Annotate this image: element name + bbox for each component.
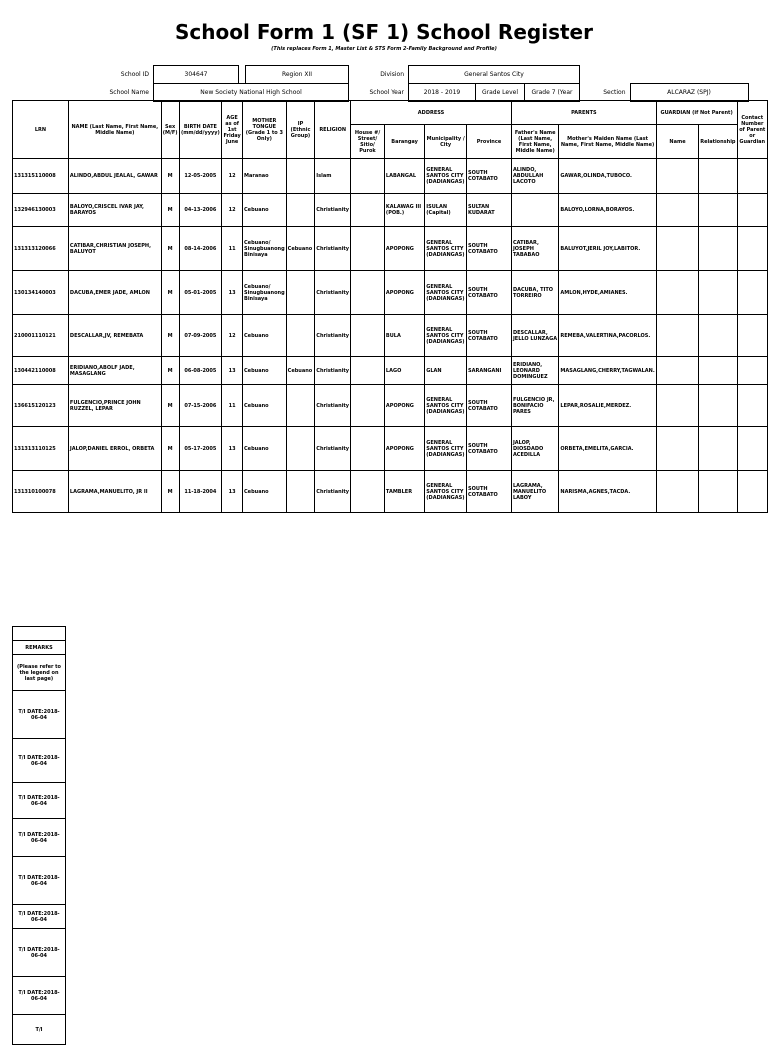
barangay-cell: LABANGAL (384, 159, 424, 194)
col-sex: Sex (M/F) (161, 101, 179, 159)
form-subtitle: (This replaces Form 1, Master List & STS Form 2-Family Background and Profile) (271, 46, 497, 52)
municipality-cell: GENERAL SANTOS CITY (DADIANGAS) (425, 385, 467, 427)
mother-cell: MASAGLANG,CHERRY,TAGWALAN. (559, 357, 656, 385)
religion-cell: Christianity (315, 271, 351, 315)
barangay-cell: KALAWAG III (POB.) (384, 194, 424, 227)
table-row (13, 194, 768, 227)
name-cell: DESCALLAR,JV, REMEBATA (68, 315, 161, 357)
barangay-cell: APOPONG (384, 227, 424, 271)
name-cell: ERIDIANO,ABOLF JADE, MASAGLANG (68, 357, 161, 385)
lrn-cell: 132946130003 (13, 194, 69, 227)
col-mother-tongue: MOTHER TONGUE (Grade 1 to 3 Only) (243, 101, 287, 159)
remarks-item: T/I DATE:2018-06-04 (13, 929, 66, 977)
religion-cell: Christianity (315, 385, 351, 427)
house-cell (351, 385, 385, 427)
age-cell: 12 (222, 159, 243, 194)
age-cell: 11 (222, 227, 243, 271)
contact-cell (737, 385, 767, 427)
municipality-cell: GENERAL SANTOS CITY (DADIANGAS) (425, 471, 467, 513)
name-cell: LAGRAMA,MANUELITO, JR II (68, 471, 161, 513)
spacer (580, 66, 631, 84)
father-cell: ERIDIANO, LEONARD DOMINGUEZ (511, 357, 558, 385)
mother-tongue-cell: Cebuano (243, 315, 287, 357)
father-cell: CATIBAR, JOSEPH TABABAO (511, 227, 558, 271)
remarks-item: T/I DATE:2018-06-04 (13, 977, 66, 1015)
grade-level-value: Grade 7 (Year (525, 84, 580, 102)
col-municipality: Municipality / City (425, 125, 467, 159)
guardian-relationship-cell (699, 385, 737, 427)
ip-cell: Cebuano (286, 357, 315, 385)
municipality-cell: GENERAL SANTOS CITY (DADIANGAS) (425, 227, 467, 271)
contact-cell (737, 271, 767, 315)
table-row (13, 315, 768, 357)
lrn-cell: 131313110125 (13, 427, 69, 471)
province-cell: SULTAN KUDARAT (467, 194, 512, 227)
guardian-relationship-cell (699, 227, 737, 271)
father-cell: ALINDO, ABDULLAH LACOTO (511, 159, 558, 194)
sex-cell: M (161, 271, 179, 315)
barangay-cell: APOPONG (384, 385, 424, 427)
municipality-cell: GENERAL SANTOS CITY (DADIANGAS) (425, 271, 467, 315)
ip-cell (286, 385, 315, 427)
guardian-relationship-cell (699, 427, 737, 471)
religion-cell: Christianity (315, 471, 351, 513)
province-cell: SOUTH COTABATO (467, 271, 512, 315)
mother-tongue-cell: Cebuano (243, 194, 287, 227)
father-cell: FULGENCIO JR, BONIFACIO PARES (511, 385, 558, 427)
province-cell: SOUTH COTABATO (467, 159, 512, 194)
religion-cell: Christianity (315, 427, 351, 471)
col-guardian-name: Name (656, 125, 698, 159)
register-body (13, 159, 768, 513)
sex-cell: M (161, 159, 179, 194)
lrn-cell: 130134140003 (13, 271, 69, 315)
col-guardian: GUARDIAN (if Not Parent) (656, 101, 737, 125)
division-value: General Santos City (409, 66, 580, 84)
age-cell: 12 (222, 315, 243, 357)
province-cell: SARANGANI (467, 357, 512, 385)
house-cell (351, 315, 385, 357)
birth-date-cell: 07-15-2006 (179, 385, 222, 427)
lrn-cell: 131313120066 (13, 227, 69, 271)
section-value: ALCARAZ (SPJ) (630, 84, 748, 102)
col-religion: RELIGION (315, 101, 351, 159)
col-age: AGE as of 1st Friday June (222, 101, 243, 159)
ip-cell (286, 159, 315, 194)
age-cell: 12 (222, 194, 243, 227)
guardian-name-cell (656, 227, 698, 271)
mother-tongue-cell: Cebuano (243, 357, 287, 385)
remarks-body (13, 691, 66, 1045)
mother-cell: LEPAR,ROSALIE,MERDEZ. (559, 385, 656, 427)
father-cell: DACUBA, TITO TORREIRO (511, 271, 558, 315)
birth-date-cell: 05-17-2005 (179, 427, 222, 471)
remarks-item: T/I DATE:2018-06-04 (13, 783, 66, 819)
religion-cell: Christianity (315, 315, 351, 357)
guardian-relationship-cell (699, 159, 737, 194)
mother-cell: BALOYO,LORNA,BORAYOS. (559, 194, 656, 227)
province-cell: SOUTH COTABATO (467, 471, 512, 513)
school-year-label: School Year (369, 89, 404, 96)
house-cell (351, 227, 385, 271)
mother-cell: REMEBA,VALERTINA,PACORLOS. (559, 315, 656, 357)
col-barangay: Barangay (384, 125, 424, 159)
birth-date-cell: 05-01-2005 (179, 271, 222, 315)
barangay-cell: TAMBLER (384, 471, 424, 513)
section-label: Section (603, 89, 626, 96)
sex-cell: M (161, 194, 179, 227)
age-cell: 13 (222, 357, 243, 385)
col-house: House #/ Street/ Sitio/ Purok (351, 125, 385, 159)
birth-date-cell: 06-08-2005 (179, 357, 222, 385)
name-cell: JALOP,DANIEL ERROL, ORBETA (68, 427, 161, 471)
ip-cell (286, 471, 315, 513)
barangay-cell: APOPONG (384, 271, 424, 315)
municipality-cell: GENERAL SANTOS CITY (DADIANGAS) (425, 315, 467, 357)
father-cell: LAGRAMA, MANUELITO LABOY (511, 471, 558, 513)
contact-cell (737, 227, 767, 271)
division-label: Division (380, 71, 404, 78)
col-guardian-relationship: Relationship (699, 125, 737, 159)
contact-cell (737, 427, 767, 471)
mother-tongue-cell: Cebuano (243, 385, 287, 427)
school-name-value: New Society National High School (154, 84, 349, 102)
guardian-name-cell (656, 385, 698, 427)
col-birth-date: BIRTH DATE (mm/dd/yyyy) (179, 101, 222, 159)
contact-cell (737, 315, 767, 357)
mother-cell: AMLON,HYDE,AMIANES. (559, 271, 656, 315)
mother-cell: GAWAR,OLINDA,TUBOCO. (559, 159, 656, 194)
municipality-cell: GENERAL SANTOS CITY (DADIANGAS) (425, 427, 467, 471)
religion-cell: Christianity (315, 194, 351, 227)
remarks-note: (Please refer to the legend on last page) (13, 655, 66, 691)
col-ip: IP (Ethnic Group) (286, 101, 315, 159)
birth-date-cell: 12-05-2005 (179, 159, 222, 194)
form-title: School Form 1 (SF 1) School Register (175, 20, 593, 44)
father-cell (511, 194, 558, 227)
contact-cell (737, 194, 767, 227)
remarks-top (13, 627, 66, 641)
birth-date-cell: 11-18-2004 (179, 471, 222, 513)
remarks-item: T/I DATE:2018-06-04 (13, 691, 66, 739)
spacer (630, 66, 748, 84)
mother-cell: BALUYOT,JERIL JOY,LABITOR. (559, 227, 656, 271)
guardian-relationship-cell (699, 271, 737, 315)
barangay-cell: APOPONG (384, 427, 424, 471)
house-cell (351, 271, 385, 315)
school-info-table (12, 65, 749, 102)
region-value: Region XII (246, 66, 349, 84)
remarks-item: T/I DATE:2018-06-04 (13, 739, 66, 783)
table-row (13, 385, 768, 427)
col-mother: Mother's Maiden Name (Last Name, First Name, Middle Name) (559, 125, 656, 159)
name-cell: BALOYO,CRISCEL IVAR JAY, BARAYOS (68, 194, 161, 227)
table-row (13, 227, 768, 271)
age-cell: 13 (222, 427, 243, 471)
sex-cell: M (161, 227, 179, 271)
guardian-relationship-cell (699, 357, 737, 385)
ip-cell: Cebuano (286, 227, 315, 271)
mother-tongue-cell: Cebuano (243, 471, 287, 513)
guardian-name-cell (656, 471, 698, 513)
contact-cell (737, 471, 767, 513)
house-cell (351, 427, 385, 471)
mother-tongue-cell: Cebuano (243, 427, 287, 471)
birth-date-cell: 08-14-2006 (179, 227, 222, 271)
table-row (13, 357, 768, 385)
col-father: Father's Name (Last Name, First Name, Middle Name) (511, 125, 558, 159)
religion-cell: Christianity (315, 357, 351, 385)
mother-tongue-cell: Maranao (243, 159, 287, 194)
table-row (13, 271, 768, 315)
barangay-cell: LAGO (384, 357, 424, 385)
name-cell: CATIBAR,CHRISTIAN JOSEPH, BALUYOT (68, 227, 161, 271)
remarks-item: T/I DATE:2018-06-04 (13, 857, 66, 905)
contact-cell (737, 159, 767, 194)
mother-tongue-cell: Cebuano/ Sinugbuanong Binisaya (243, 271, 287, 315)
guardian-name-cell (656, 159, 698, 194)
sex-cell: M (161, 357, 179, 385)
col-address: ADDRESS (351, 101, 512, 125)
col-lrn: LRN (13, 101, 69, 159)
remarks-item: T/I DATE:2018-06-04 (13, 905, 66, 929)
sex-cell: M (161, 471, 179, 513)
barangay-cell: BULA (384, 315, 424, 357)
house-cell (351, 159, 385, 194)
remarks-item: T/I DATE:2018-06-04 (13, 819, 66, 857)
municipality-cell: GENERAL SANTOS CITY (DADIANGAS) (425, 159, 467, 194)
birth-date-cell: 07-09-2005 (179, 315, 222, 357)
col-name: NAME (Last Name, First Name, Middle Name) (68, 101, 161, 159)
father-cell: DESCALLAR, JELLO LUNZAGA (511, 315, 558, 357)
col-contact: Contact Number of Parent or Guardian (737, 101, 767, 159)
guardian-name-cell (656, 427, 698, 471)
ip-cell (286, 315, 315, 357)
name-cell: DACUBA,EMER JADE, AMLON (68, 271, 161, 315)
table-row (13, 159, 768, 194)
lrn-cell: 210001110121 (13, 315, 69, 357)
province-cell: SOUTH COTABATO (467, 427, 512, 471)
house-cell (351, 357, 385, 385)
guardian-name-cell (656, 271, 698, 315)
age-cell: 11 (222, 385, 243, 427)
lrn-cell: 131310100078 (13, 471, 69, 513)
municipality-cell: GLAN (425, 357, 467, 385)
age-cell: 13 (222, 271, 243, 315)
remarks-item: T/I (13, 1015, 66, 1045)
contact-cell (737, 357, 767, 385)
province-cell: SOUTH COTABATO (467, 315, 512, 357)
mother-cell: NARISMA,AGNES,TACDA. (559, 471, 656, 513)
religion-cell: Islam (315, 159, 351, 194)
school-id-label: School ID (120, 71, 149, 78)
lrn-cell: 130442110008 (13, 357, 69, 385)
col-parents: PARENTS (511, 101, 656, 125)
guardian-relationship-cell (699, 471, 737, 513)
father-cell: JALOP, DIOSDADO ACEDILLA (511, 427, 558, 471)
guardian-name-cell (656, 315, 698, 357)
ip-cell (286, 427, 315, 471)
school-year-value: 2018 - 2019 (409, 84, 476, 102)
ip-cell (286, 194, 315, 227)
religion-cell: Christianity (315, 227, 351, 271)
mother-tongue-cell: Cebuano/ Sinugbuanong Binisaya (243, 227, 287, 271)
register-table (12, 100, 768, 513)
birth-date-cell: 04-13-2006 (179, 194, 222, 227)
ip-cell (286, 271, 315, 315)
sex-cell: M (161, 385, 179, 427)
name-cell: ALINDO,ABDUL JEALAL, GAWAR (68, 159, 161, 194)
guardian-relationship-cell (699, 315, 737, 357)
lrn-cell: 131315110008 (13, 159, 69, 194)
province-cell: SOUTH COTABATO (467, 227, 512, 271)
name-cell: FULGENCIO,PRINCE JOHN RUZZEL, LEPAR (68, 385, 161, 427)
spacer (239, 66, 246, 84)
col-province: Province (467, 125, 512, 159)
guardian-relationship-cell (699, 194, 737, 227)
province-cell: SOUTH COTABATO (467, 385, 512, 427)
sex-cell: M (161, 315, 179, 357)
sex-cell: M (161, 427, 179, 471)
guardian-name-cell (656, 194, 698, 227)
mother-cell: ORBETA,EMELITA,GARCIA. (559, 427, 656, 471)
remarks-header: REMARKS (13, 641, 66, 655)
remarks-table (12, 626, 66, 1045)
table-row (13, 427, 768, 471)
table-row (13, 471, 768, 513)
grade-level-label: Grade Level (476, 84, 525, 102)
municipality-cell: ISULAN (Capital) (425, 194, 467, 227)
guardian-name-cell (656, 357, 698, 385)
house-cell (351, 194, 385, 227)
school-name-label: School Name (109, 89, 149, 96)
age-cell: 13 (222, 471, 243, 513)
school-id-value: 304647 (154, 66, 239, 84)
house-cell (351, 471, 385, 513)
lrn-cell: 136615120123 (13, 385, 69, 427)
